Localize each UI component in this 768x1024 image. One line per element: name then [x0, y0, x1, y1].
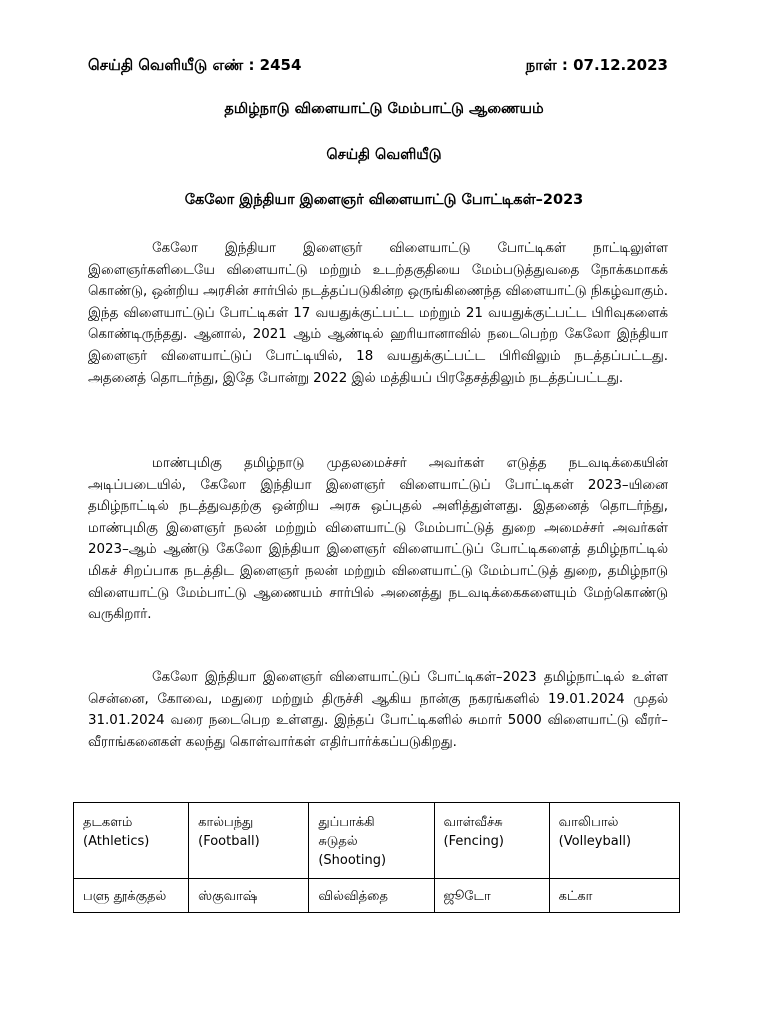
- table-row: [74, 803, 680, 879]
- sport-tamil-name: வாள்வீச்சு: [443, 815, 503, 830]
- organization-title: தமிழ்நாடு விளையாட்டு மேம்பாட்டு ஆணையம்: [224, 101, 544, 117]
- sport-english-name: (Volleyball): [558, 834, 632, 849]
- table-cell: [189, 803, 309, 879]
- sport-english-name: (Football): [198, 834, 260, 849]
- table-cell: [549, 803, 679, 879]
- sports-table: [73, 802, 680, 913]
- sport-tamil-name: துப்பாக்கி சுடுதல்: [318, 815, 375, 849]
- table-row: [74, 879, 680, 913]
- release-date: நாள் : 07.12.2023: [525, 56, 668, 74]
- sport-tamil-name: தடகளம்: [83, 815, 133, 830]
- release-number: செய்தி வெளியீடு எண் : 2454: [88, 56, 302, 74]
- paragraph-approval: மாண்புமிகு தமிழ்நாடு முதலமைச்சர் அவர்கள் எடுத்த நடவடிக்கையின் அடிப்படையில், கேலோ இந்தியா இளைஞர் விளையாட்டுப் போட்டிகள் 2023–யினை தமிழ்நாட்டில் நடத்துவதற்கு ஒன்றிய அரசு ஒப்புதல் அளித்துள்ளது. இதனைத் தொடர்ந்து, மாண்புமிகு இளைஞர் நலன் மற்றும் விளையாட்டு மேம்பாட்டுத் துறை அமைச்சர் அவர்கள் 2023–ஆம் ஆண்டு கேலோ இந்தியா இளைஞர் விளையாட்டுப் போட்டிகளைத் தமிழ்நாட்டில் மிகச் சிறப்பாக நடத்திட இளைஞர் நலன் மற்றும் விளையாட்டு மேம்பாட்டுத் துறை, தமிழ்நாடு விளையாட்டு மேம்பாட்டு ஆணையம் சார்பில் அனைத்து நடவடிக்கைகளையும் மேற்கொண்டு வருகிறார்.: [88, 456, 668, 623]
- paragraph-intro: கேலோ இந்தியா இளைஞர் விளையாட்டு போட்டிகள் நாட்டிலுள்ள இளைஞர்களிடையே விளையாட்டு மற்றும் உடற்தகுதியை மேம்படுத்துவதை நோக்கமாகக் கொண்டு, ஒன்றிய அரசின் சார்பில் நடத்தப்படுகின்ற ஒருங்கிணைந்த விளையாட்டு நிகழ்வாகும். இந்த விளையாட்டுப் போட்டிகள் 17 வயதுக்குட்பட்ட மற்றும் 21 வயதுக்குட்பட்ட பிரிவுகளைக் கொண்டிருந்தது. ஆனால், 2021 ஆம் ஆண்டில் ஹரியானாவில் நடைபெற்ற கேலோ இந்தியா இளைஞர் விளையாட்டுப் போட்டியில், 18 வயதுக்குட்பட்ட பிரிவிலும் நடத்தப்பட்டது. அதனைத் தொடர்ந்து, இதே போன்று 2022 இல் மத்தியப் பிரதேசத்திலும் நடத்தப்பட்டது.: [88, 241, 668, 386]
- subject-title: கேலோ இந்தியா இளைஞர் விளையாட்டு போட்டிகள்–2023: [184, 192, 584, 208]
- table-cell: ஸ்குவாஷ்: [189, 879, 309, 913]
- paragraph-venues: கேலோ இந்தியா இளைஞர் விளையாட்டுப் போட்டிகள்–2023 தமிழ்நாட்டில் உள்ள சென்னை, கோவை, மதுரை மற்றும் திருச்சி ஆகிய நான்கு நகரங்களில் 19.01.2024 முதல் 31.01.2024 வரை நடைபெற உள்ளது. இந்தப் போட்டிகளில் சுமார் 5000 விளையாட்டு வீரர்–வீராங்கனைகள் கலந்து கொள்வார்கள் எதிர்பார்க்கப்படுகிறது.: [88, 670, 668, 750]
- sport-tamil-name: வாலிபால்: [558, 815, 619, 830]
- table-cell: வில்வித்தை: [309, 879, 434, 913]
- table-cell: [74, 803, 189, 879]
- table-cell: பளு தூக்குதல்: [74, 879, 189, 913]
- sport-tamil-name: கால்பந்து: [198, 815, 254, 830]
- table-cell: கட்கா: [549, 879, 679, 913]
- table-cell: [309, 803, 434, 879]
- sport-english-name: (Fencing): [443, 834, 504, 849]
- table-cell: ஜூடோ: [434, 879, 549, 913]
- table-cell: [434, 803, 549, 879]
- document-type-title: செய்தி வெளியீடு: [326, 147, 442, 163]
- sport-english-name: (Shooting): [318, 853, 387, 868]
- sport-english-name: (Athletics): [83, 834, 150, 849]
